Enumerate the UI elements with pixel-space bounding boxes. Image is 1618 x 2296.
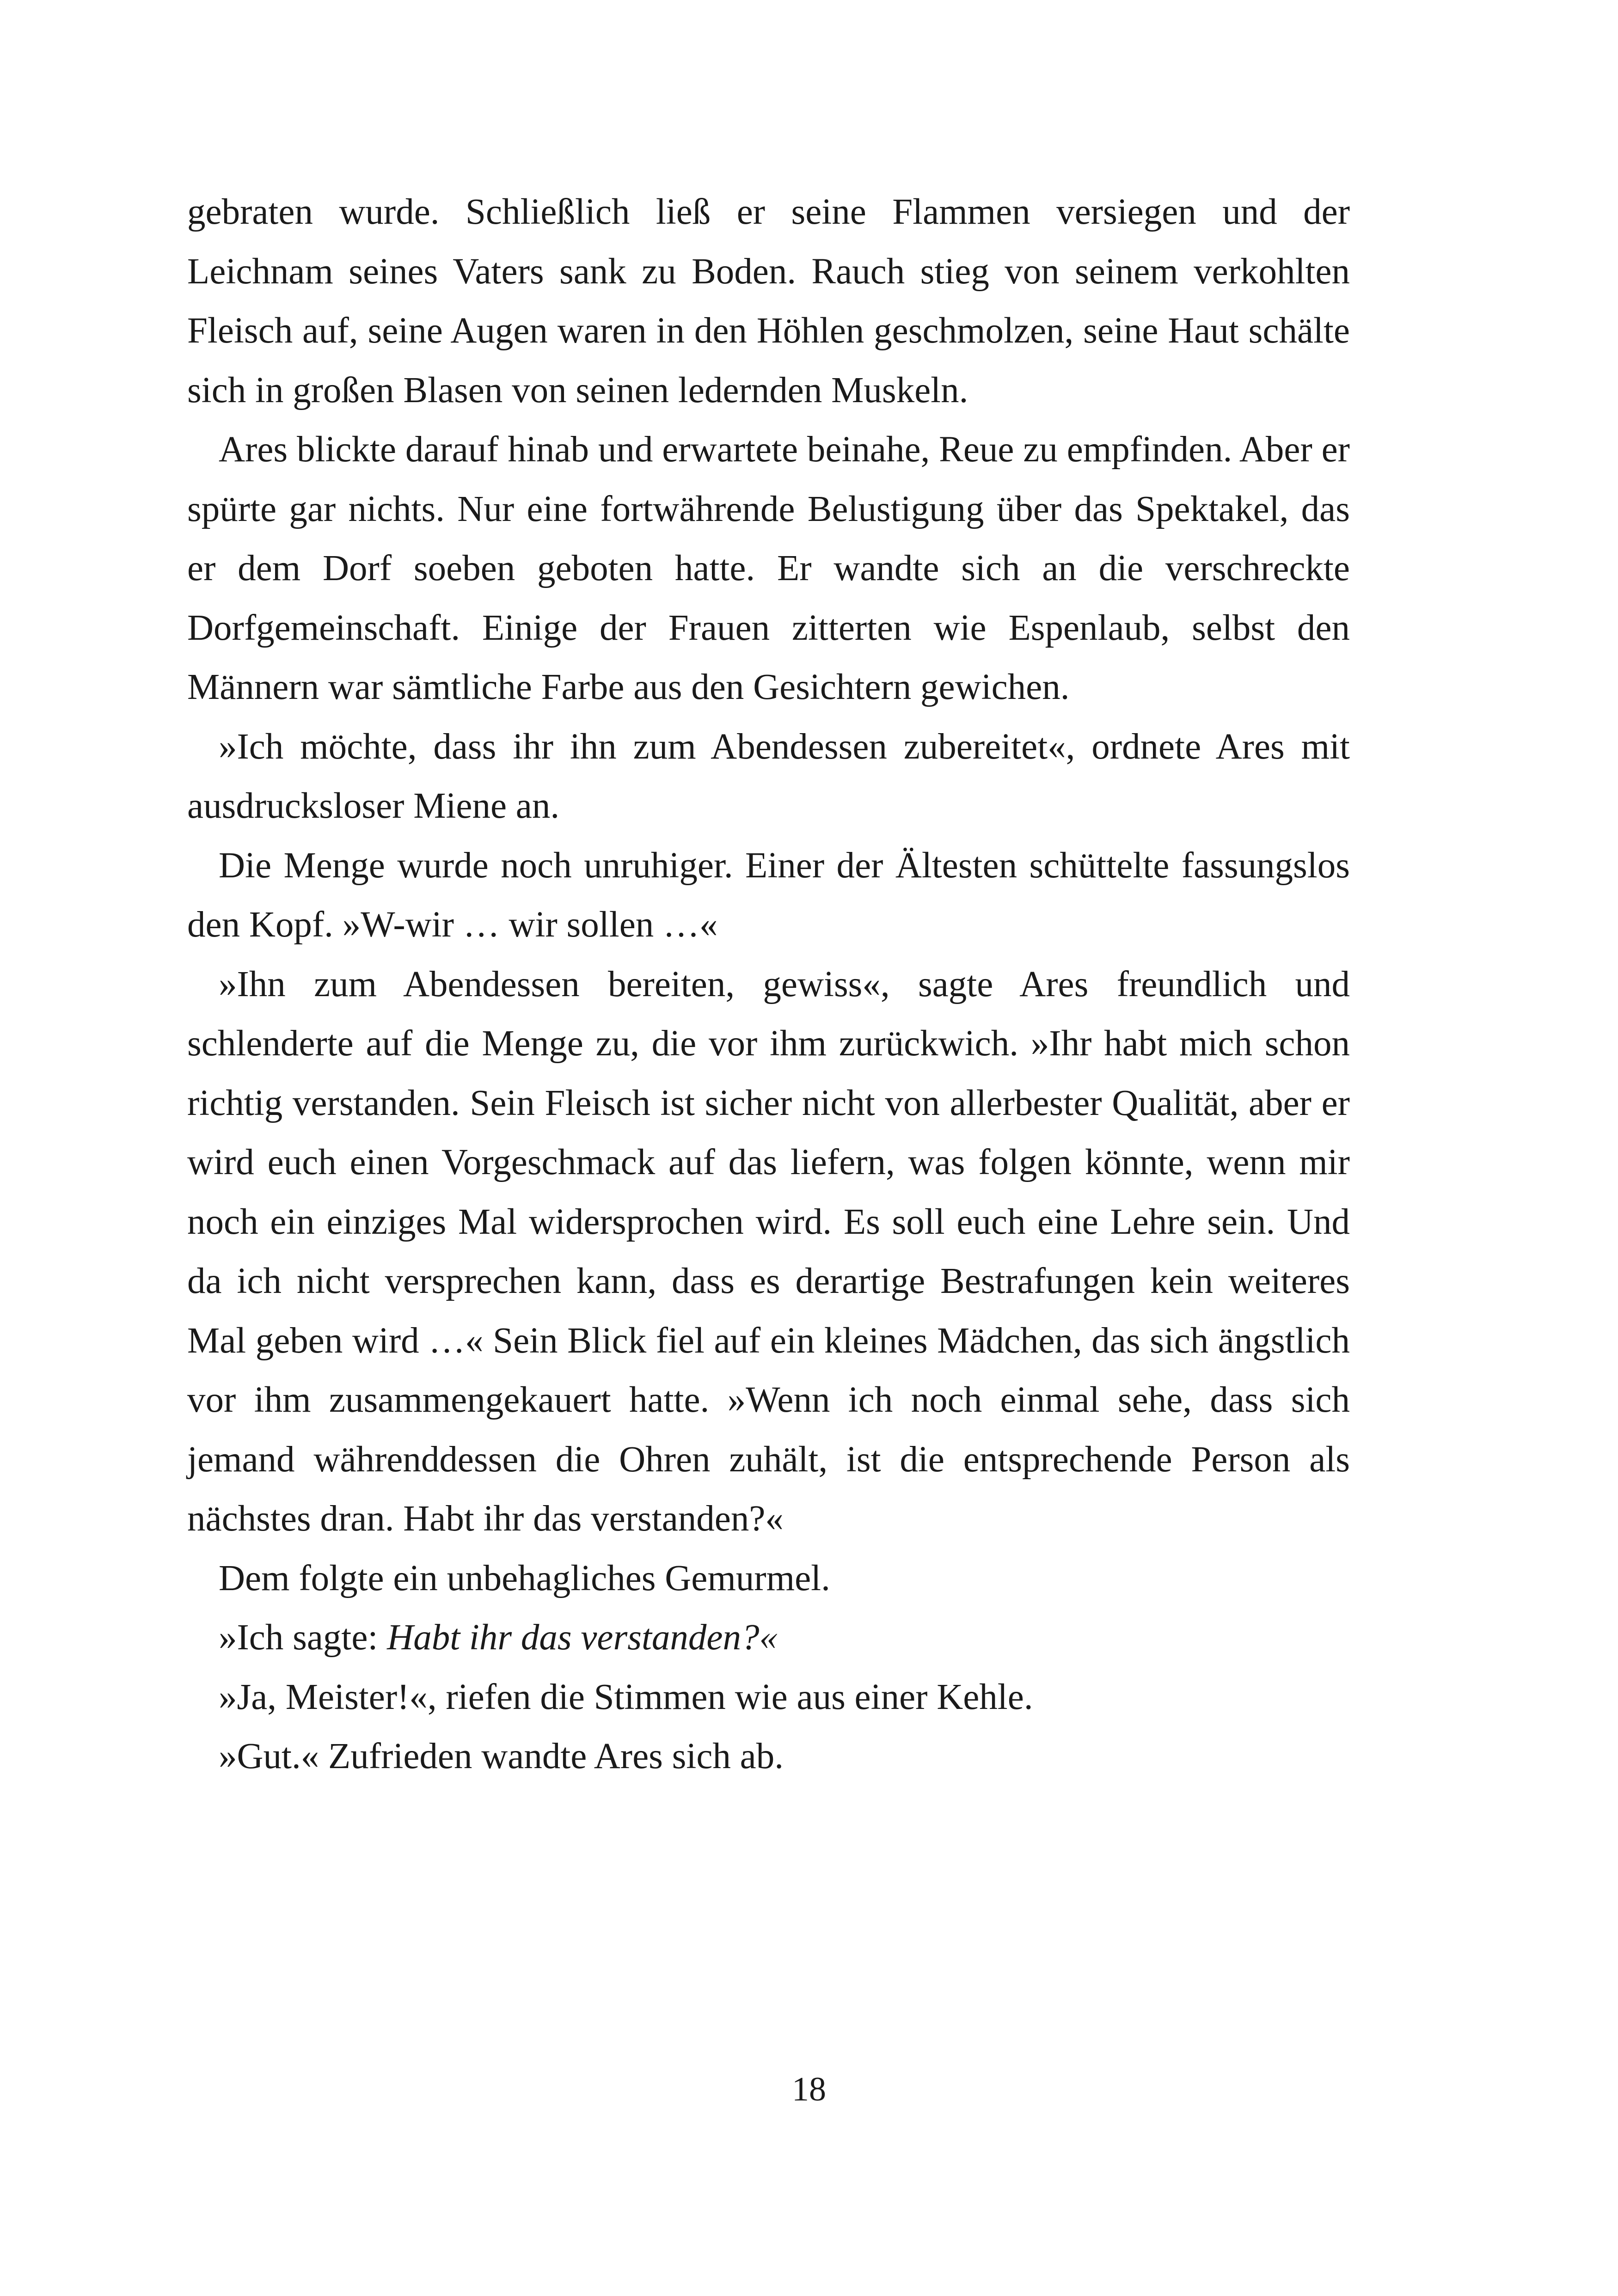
- body-text: [187, 183, 1350, 1787]
- page-number: 18: [792, 2070, 826, 2108]
- dialogue-emphasis: Habt ihr das verstanden?«: [387, 1617, 778, 1658]
- paragraph-dialogue: »Ihn zum Abendessen bereiten, gewiss«, sagte Ares freundlich und schlenderte auf die Menge zu, die vor ihm zurückwich. »Ihr habt mich schon richtig verstanden. Sein Fleisch ist sicher nicht von allerbester Qualität, aber er wird euch einen Vorgeschmack auf das liefern, was folgen könnte, wenn mir noch ein einziges Mal widersprochen wird. Es soll euch eine Lehre sein. Und da ich nicht versprechen kann, dass es derartige Bestrafungen kein weiteres Mal geben wird …« Sein Blick fiel auf ein kleines Mädchen, das sich ängstlich vor ihm zusammengekauert hatte. »Wenn ich noch einmal sehe, dass sich jemand währenddessen die Ohren zuhält, ist die entsprechende Person als nächstes dran. Habt ihr das verstanden?«: [187, 964, 1350, 1539]
- dialogue-prefix: »Ich sagte:: [219, 1617, 387, 1658]
- paragraph-continuation: gebraten wurde. Schließlich ließ er seine Flammen versiegen und der Leichnam seines Vaters sank zu Boden. Rauch stieg von seinem verkohlten Fleisch auf, seine Augen waren in den Höhlen geschmolzen, seine Haut schälte sich in großen Blasen von seinen ledernden Muskeln.: [187, 192, 1350, 410]
- paragraph: Die Menge wurde noch unruhiger. Einer der Ältesten schüttelte fassungslos den Kopf. »W-wir … wir sollen …«: [187, 845, 1350, 945]
- paragraph: Dem folgte ein unbehagliches Gemurmel.: [219, 1558, 830, 1598]
- paragraph-dialogue: [187, 1608, 1350, 1668]
- paragraph-dialogue: »Gut.« Zufrieden wandte Ares sich ab.: [219, 1736, 784, 1776]
- paragraph: Ares blickte darauf hinab und erwartete beinahe, Reue zu empfinden. Aber er spürte gar nichts. Nur eine fortwährende Belustigung über das Spektakel, das er dem Dorf soeben geboten hatte. Er wandte sich an die verschreckte Dorfgemeinschaft. Einige der Frauen zitterten wie Espenlaub, selbst den Männern war sämtliche Farbe aus den Gesichtern gewichen.: [187, 429, 1350, 707]
- paragraph-dialogue: »Ich möchte, dass ihr ihn zum Abendessen zubereitet«, ordnete Ares mit ausdrucksloser Miene an.: [187, 726, 1350, 826]
- paragraph-dialogue: »Ja, Meister!«, riefen die Stimmen wie aus einer Kehle.: [219, 1677, 1033, 1717]
